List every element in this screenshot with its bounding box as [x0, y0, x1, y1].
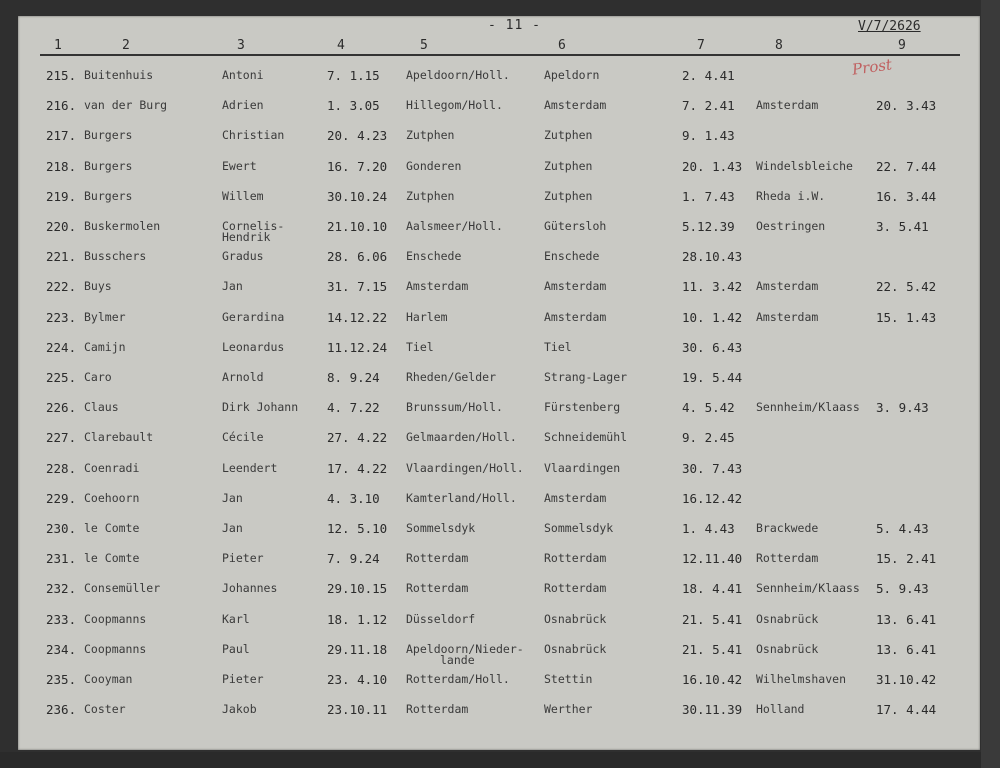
birthplace: Hillegom/Holl.: [406, 98, 503, 113]
entry-number: 225.: [46, 370, 77, 385]
birthplace: Gonderen: [406, 158, 462, 173]
arrival-date: 30. 7.43: [682, 460, 743, 476]
arrival-date: 9. 2.45: [682, 430, 735, 446]
destination: Rotterdam: [756, 551, 819, 566]
entry-number: 224.: [46, 339, 77, 355]
entry-number: 218.: [46, 158, 77, 174]
birthplace-continued: lande: [440, 652, 475, 667]
arrival-date: 9. 1.43: [682, 128, 735, 144]
surname: Busschers: [84, 249, 147, 264]
surname: Bylmer: [84, 309, 126, 324]
column-header: 2: [122, 38, 130, 53]
birthplace: Gelmaarden/Holl.: [406, 430, 517, 445]
surname: Coster: [84, 702, 126, 717]
surname: Coehoorn: [84, 490, 140, 505]
departure-date: 22. 7.44: [876, 158, 937, 174]
birth-date: 31. 7.15: [327, 279, 388, 295]
surname: Coopmanns: [84, 611, 147, 626]
birthplace: Rotterdam: [406, 551, 469, 566]
first-name: Cécile: [222, 430, 264, 445]
birthplace: Enschede: [406, 249, 462, 264]
table-row: [0, 551, 1000, 577]
column-header: 3: [237, 38, 245, 53]
entry-number: 235.: [46, 672, 77, 687]
arrival-date: 18. 4.41: [682, 581, 743, 597]
first-name: Leonardus: [222, 339, 285, 354]
residence: Werther: [544, 702, 593, 717]
first-name: Leendert: [222, 460, 278, 475]
table-row: [0, 430, 1000, 456]
column-header: 5: [420, 38, 428, 53]
birth-date: 29.11.18: [327, 641, 388, 657]
arrival-date: 11. 3.42: [682, 279, 743, 295]
destination: Sennheim/Klaass: [756, 581, 860, 596]
arrival-date: 2. 4.41: [682, 68, 735, 83]
table-row: [0, 521, 1000, 547]
entry-number: 216.: [46, 98, 77, 114]
birthplace: Aalsmeer/Holl.: [406, 219, 503, 233]
table-row: [0, 279, 1000, 305]
table-row: [0, 159, 1000, 185]
entry-number: 232.: [46, 581, 77, 597]
first-name: Cornelis-: [222, 219, 285, 233]
arrival-date: 10. 1.42: [682, 309, 743, 325]
departure-date: 17. 4.44: [876, 702, 937, 718]
table-row: [0, 642, 1000, 668]
destination: Brackwede: [756, 521, 819, 535]
residence: Zutphen: [544, 158, 593, 173]
birthplace: Rotterdam: [406, 581, 469, 596]
first-name: Antoni: [222, 68, 264, 82]
table-row: [0, 400, 1000, 426]
first-name: Christian: [222, 128, 285, 143]
departure-date: 20. 3.43: [876, 98, 937, 114]
residence: Strang-Lager: [544, 370, 628, 384]
birthplace: Rotterdam/Holl.: [406, 672, 510, 686]
first-name: Arnold: [222, 370, 264, 384]
birth-date: 21.10.10: [327, 219, 388, 234]
first-name: Jakob: [222, 702, 257, 717]
arrival-date: 30. 6.43: [682, 339, 743, 355]
surname: le Comte: [84, 551, 140, 566]
column-header: 1: [54, 38, 62, 53]
arrival-date: 30.11.39: [682, 702, 743, 718]
residence: Sommelsdyk: [544, 521, 614, 535]
destination: Rheda i.W.: [756, 188, 826, 203]
arrival-date: 5.12.39: [682, 219, 735, 234]
table-row: [0, 491, 1000, 517]
table-row: [0, 581, 1000, 607]
birth-date: 4. 3.10: [327, 490, 380, 506]
departure-date: 3. 5.41: [876, 219, 929, 234]
birth-date: 8. 9.24: [327, 370, 380, 385]
surname: Buskermolen: [84, 219, 161, 233]
surname: Clarebault: [84, 430, 154, 445]
residence: Amsterdam: [544, 490, 607, 505]
destination: Wilhelmshaven: [756, 672, 847, 686]
surname: Coopmanns: [84, 641, 147, 656]
birth-date: 28. 6.06: [327, 249, 388, 265]
first-name: Willem: [222, 188, 264, 203]
destination: Osnabrück: [756, 611, 819, 626]
first-name: Pieter: [222, 672, 264, 686]
birth-date: 7. 1.15: [327, 68, 380, 83]
surname: Cooyman: [84, 672, 133, 686]
arrival-date: 16.12.42: [682, 490, 743, 506]
first-name: Jan: [222, 521, 243, 535]
first-name: Gerardina: [222, 309, 285, 324]
birth-date: 11.12.24: [327, 339, 388, 355]
table-row: [0, 189, 1000, 215]
arrival-date: 12.11.40: [682, 551, 743, 567]
residence: Osnabrück: [544, 611, 607, 626]
entry-number: 230.: [46, 521, 77, 536]
entry-number: 226.: [46, 400, 77, 416]
surname: Caro: [84, 370, 112, 384]
table-row: [0, 461, 1000, 487]
surname: Burgers: [84, 158, 133, 173]
column-header: 9: [898, 38, 906, 53]
departure-date: 16. 3.44: [876, 188, 937, 204]
birth-date: 16. 7.20: [327, 158, 388, 174]
birth-date: 12. 5.10: [327, 521, 388, 536]
first-name: Karl: [222, 611, 250, 626]
column-header: 6: [558, 38, 566, 53]
residence: Amsterdam: [544, 98, 607, 113]
departure-date: 3. 9.43: [876, 400, 929, 416]
residence: Rotterdam: [544, 581, 607, 596]
destination: Oestringen: [756, 219, 826, 233]
surname: Camijn: [84, 339, 126, 354]
surname: Burgers: [84, 128, 133, 143]
residence: Tiel: [544, 339, 572, 354]
departure-date: 13. 6.41: [876, 641, 937, 657]
destination: Amsterdam: [756, 309, 819, 324]
first-name: Dirk Johann: [222, 400, 299, 415]
entry-number: 229.: [46, 490, 77, 506]
residence: Stettin: [544, 672, 593, 686]
birth-date: 30.10.24: [327, 188, 388, 204]
entry-number: 221.: [46, 249, 77, 265]
scan-border-bottom: [0, 752, 1000, 768]
residence: Zutphen: [544, 128, 593, 143]
surname: Claus: [84, 400, 119, 415]
residence: Zutphen: [544, 188, 593, 203]
birth-date: 14.12.22: [327, 309, 388, 325]
birthplace: Rheden/Gelder: [406, 370, 497, 384]
arrival-date: 16.10.42: [682, 672, 743, 687]
reference-number: V/7/2626: [858, 19, 921, 34]
entry-number: 231.: [46, 551, 77, 567]
destination: Amsterdam: [756, 279, 819, 294]
departure-date: 31.10.42: [876, 672, 937, 687]
destination: Amsterdam: [756, 98, 819, 113]
arrival-date: 1. 4.43: [682, 521, 735, 536]
entry-number: 228.: [46, 460, 77, 476]
entry-number: 233.: [46, 611, 77, 627]
entry-number: 217.: [46, 128, 77, 144]
birthplace: Rotterdam: [406, 702, 469, 717]
birth-date: 7. 9.24: [327, 551, 380, 567]
entry-number: 219.: [46, 188, 77, 204]
first-name-continued: Hendrik: [222, 230, 271, 244]
table-row: [0, 612, 1000, 638]
birth-date: 17. 4.22: [327, 460, 388, 476]
residence: Enschede: [544, 249, 600, 264]
column-header: 7: [697, 38, 705, 53]
table-row: [0, 68, 1000, 94]
table-row: [0, 219, 1000, 245]
birthplace: Sommelsdyk: [406, 521, 476, 535]
entry-number: 227.: [46, 430, 77, 446]
residence: Gütersloh: [544, 219, 607, 233]
surname: van der Burg: [84, 98, 168, 113]
departure-date: 5. 9.43: [876, 581, 929, 597]
destination: Osnabrück: [756, 641, 819, 656]
destination: Holland: [756, 702, 805, 717]
residence: Amsterdam: [544, 279, 607, 294]
entry-number: 222.: [46, 279, 77, 295]
arrival-date: 20. 1.43: [682, 158, 743, 174]
birth-date: 20. 4.23: [327, 128, 388, 144]
entry-number: 220.: [46, 219, 77, 234]
birthplace: Apeldoorn/Holl.: [406, 68, 510, 82]
table-row: [0, 249, 1000, 275]
birth-date: 23. 4.10: [327, 672, 388, 687]
birth-date: 4. 7.22: [327, 400, 380, 416]
entry-number: 223.: [46, 309, 77, 325]
residence: Amsterdam: [544, 309, 607, 324]
destination: Windelsbleiche: [756, 158, 853, 173]
arrival-date: 7. 2.41: [682, 98, 735, 114]
table-row: [0, 98, 1000, 124]
arrival-date: 1. 7.43: [682, 188, 735, 204]
residence: Fürstenberg: [544, 400, 621, 415]
destination: Sennheim/Klaass: [756, 400, 860, 415]
birthplace: Harlem: [406, 309, 448, 324]
column-header: 4: [337, 38, 345, 53]
entry-number: 234.: [46, 641, 77, 657]
departure-date: 15. 2.41: [876, 551, 937, 567]
birthplace: Kamterland/Holl.: [406, 490, 517, 505]
table-row: [0, 702, 1000, 728]
header-divider: [40, 54, 960, 56]
birthplace: Düsseldorf: [406, 611, 476, 626]
arrival-date: 28.10.43: [682, 249, 743, 265]
entry-number: 215.: [46, 68, 77, 83]
birthplace: Zutphen: [406, 188, 455, 203]
surname: Consemüller: [84, 581, 161, 596]
table-row: [0, 310, 1000, 336]
birth-date: 29.10.15: [327, 581, 388, 597]
first-name: Jan: [222, 490, 243, 505]
residence: Vlaardingen: [544, 460, 621, 475]
first-name: Jan: [222, 279, 243, 294]
surname: le Comte: [84, 521, 140, 535]
first-name: Johannes: [222, 581, 278, 596]
table-row: [0, 340, 1000, 366]
birthplace: Amsterdam: [406, 279, 469, 294]
first-name: Ewert: [222, 158, 257, 173]
surname: Buys: [84, 279, 112, 294]
residence: Osnabrück: [544, 641, 607, 656]
surname: Buitenhuis: [84, 68, 154, 82]
departure-date: 15. 1.43: [876, 309, 937, 325]
birth-date: 18. 1.12: [327, 611, 388, 627]
table-row: [0, 128, 1000, 154]
residence: Rotterdam: [544, 551, 607, 566]
departure-date: 5. 4.43: [876, 521, 929, 536]
departure-date: 22. 5.42: [876, 279, 937, 295]
handwritten-annotation: Prost: [850, 55, 894, 79]
entry-number: 236.: [46, 702, 77, 718]
birthplace: Brunssum/Holl.: [406, 400, 503, 415]
first-name: Pieter: [222, 551, 264, 566]
departure-date: 13. 6.41: [876, 611, 937, 627]
page-number: - 11 -: [488, 18, 541, 33]
first-name: Paul: [222, 641, 250, 656]
surname: Coenradi: [84, 460, 140, 475]
table-row: [0, 672, 1000, 698]
birth-date: 1. 3.05: [327, 98, 380, 114]
residence: Apeldorn: [544, 68, 600, 82]
column-header: 8: [775, 38, 783, 53]
birthplace: Tiel: [406, 339, 434, 354]
birth-date: 27. 4.22: [327, 430, 388, 446]
residence: Schneidemühl: [544, 430, 628, 445]
arrival-date: 19. 5.44: [682, 370, 743, 385]
first-name: Gradus: [222, 249, 264, 264]
arrival-date: 21. 5.41: [682, 641, 743, 657]
birthplace: Zutphen: [406, 128, 455, 143]
birth-date: 23.10.11: [327, 702, 388, 718]
surname: Burgers: [84, 188, 133, 203]
arrival-date: 21. 5.41: [682, 611, 743, 627]
birthplace: Apeldoorn/Nieder-: [406, 641, 524, 656]
birthplace: Vlaardingen/Holl.: [406, 460, 524, 475]
arrival-date: 4. 5.42: [682, 400, 735, 416]
table-row: [0, 370, 1000, 396]
first-name: Adrien: [222, 98, 264, 113]
